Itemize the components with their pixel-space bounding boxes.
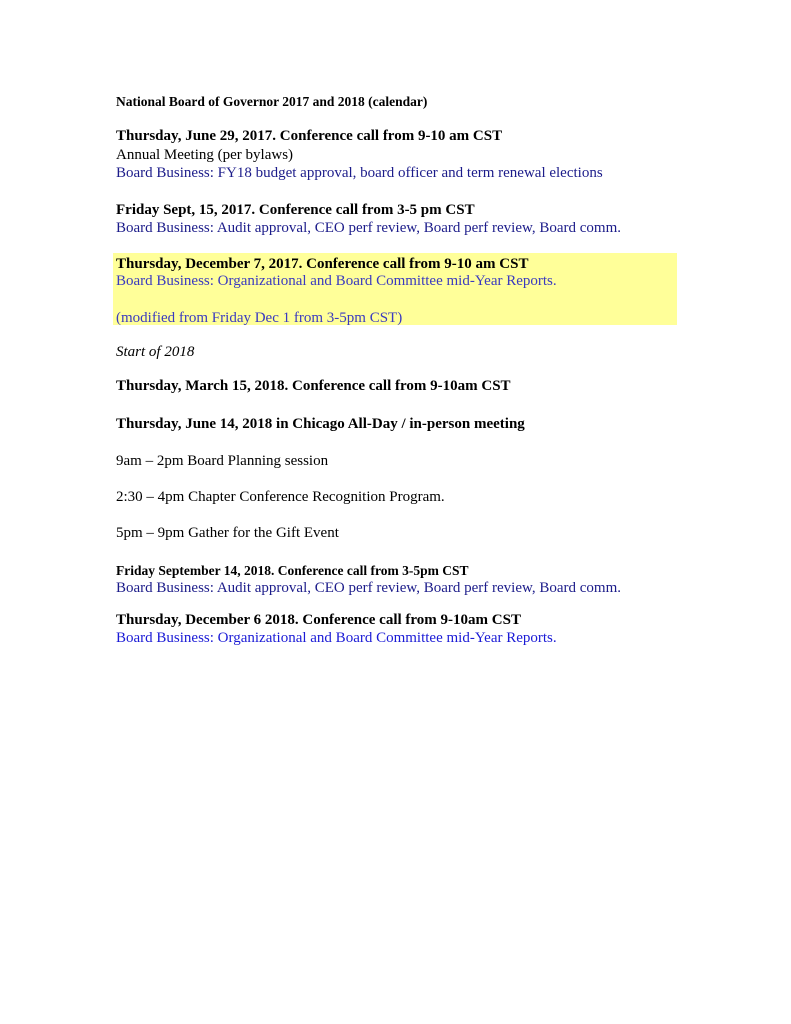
event-heading: Thursday, March 15, 2018. Conference call from 9-10am CST — [116, 378, 511, 394]
event-heading: Friday September 14, 2018. Conference call from 3-5pm CST — [116, 563, 469, 578]
event-heading: Thursday, December 7, 2017. Conference call from 9-10 am CST — [116, 256, 529, 272]
event-line: 9am – 2pm Board Planning session — [116, 453, 329, 469]
event-line: Board Business: Audit approval, CEO perf review, Board perf review, Board comm. — [116, 220, 622, 236]
event-note: (modified from Friday Dec 1 from 3-5pm CST) — [116, 310, 403, 326]
event-line: Board Business: Audit approval, CEO perf review, Board perf review, Board comm. — [116, 580, 622, 596]
event-heading: Thursday, June 14, 2018 in Chicago All-Day / in-person meeting — [116, 416, 525, 432]
event-heading: Thursday, June 29, 2017. Conference call from 9-10 am CST — [116, 128, 503, 144]
event-heading: Friday Sept, 15, 2017. Conference call from 3-5 pm CST — [116, 202, 475, 218]
document-title: National Board of Governor 2017 and 2018 (calendar) — [116, 94, 428, 109]
event-line: Board Business: FY18 budget approval, board officer and term renewal elections — [116, 165, 603, 181]
event-heading: Thursday, December 6 2018. Conference call from 9-10am CST — [116, 612, 521, 628]
event-line: Annual Meeting (per bylaws) — [116, 147, 294, 163]
section-label: Start of 2018 — [116, 344, 195, 360]
event-line: 2:30 – 4pm Chapter Conference Recognition Program. — [116, 489, 445, 505]
event-line: Board Business: Organizational and Board Committee mid-Year Reports. — [116, 273, 557, 289]
event-line: 5pm – 9pm Gather for the Gift Event — [116, 525, 339, 541]
event-line: Board Business: Organizational and Board Committee mid-Year Reports. — [116, 630, 557, 646]
